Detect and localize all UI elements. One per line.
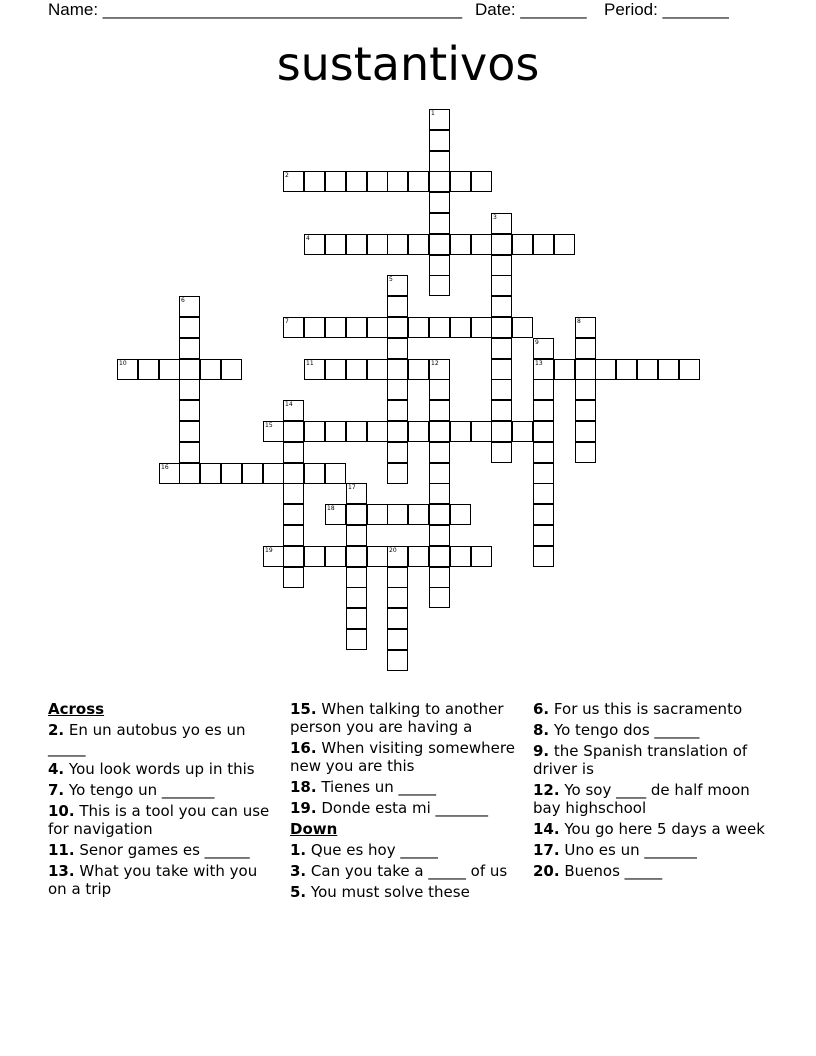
grid-cell[interactable] (387, 587, 408, 608)
grid-cell[interactable] (491, 275, 512, 296)
grid-cell[interactable] (429, 483, 450, 504)
grid-cell[interactable] (387, 463, 408, 484)
grid-cell[interactable] (491, 442, 512, 463)
across-heading: Across (48, 700, 105, 718)
grid-cell[interactable] (429, 504, 450, 525)
cell-number: 11 (306, 360, 314, 367)
grid-cell[interactable] (429, 442, 450, 463)
grid-cell[interactable] (283, 504, 304, 525)
grid-cell[interactable] (304, 171, 325, 192)
grid-cell[interactable] (429, 171, 450, 192)
grid-cell[interactable] (512, 421, 533, 442)
grid-cell[interactable] (554, 359, 575, 380)
grid-cell[interactable] (408, 359, 429, 380)
grid-cell[interactable] (595, 359, 616, 380)
grid-cell[interactable] (429, 546, 450, 567)
grid-cell[interactable] (429, 421, 450, 442)
grid-cell[interactable] (429, 213, 450, 234)
grid-cell[interactable] (408, 546, 429, 567)
cell-number: 5 (389, 276, 393, 283)
clue-down-20: 20. Buenos _____ (533, 862, 663, 880)
grid-cell[interactable] (346, 525, 367, 546)
clue-across-13: 13. What you take with you on a trip (48, 862, 258, 898)
grid-cell[interactable] (304, 546, 325, 567)
grid-cell[interactable] (179, 400, 200, 421)
page-title: sustantivos (276, 37, 540, 91)
grid-cell[interactable] (533, 421, 554, 442)
clue-across-7: 7. Yo tengo un _______ (48, 781, 215, 799)
grid-cell[interactable] (491, 213, 512, 234)
grid-cell[interactable] (429, 567, 450, 588)
grid-cell[interactable] (387, 275, 408, 296)
clue-down-6: 6. For us this is sacramento (533, 700, 743, 718)
grid-cell[interactable] (159, 359, 180, 380)
grid-cell[interactable] (429, 317, 450, 338)
grid-cell[interactable] (325, 317, 346, 338)
grid-cell[interactable] (138, 359, 159, 380)
cell-number: 9 (535, 339, 539, 346)
grid-cell[interactable] (304, 359, 325, 380)
grid-cell[interactable] (429, 463, 450, 484)
grid-cell[interactable] (325, 504, 346, 525)
grid-cell[interactable] (325, 234, 346, 255)
grid-cell[interactable] (512, 234, 533, 255)
grid-cell[interactable] (200, 463, 221, 484)
grid-cell[interactable] (471, 421, 492, 442)
grid-cell[interactable] (387, 359, 408, 380)
grid-cell[interactable] (179, 317, 200, 338)
grid-cell[interactable] (429, 400, 450, 421)
grid-cell[interactable] (575, 379, 596, 400)
grid-cell[interactable] (346, 317, 367, 338)
grid-cell[interactable] (387, 234, 408, 255)
grid-cell[interactable] (408, 504, 429, 525)
grid-cell[interactable] (471, 317, 492, 338)
grid-cell[interactable] (200, 359, 221, 380)
date-field[interactable]: Date: _______ (475, 0, 587, 19)
grid-cell[interactable] (408, 421, 429, 442)
clue-across-18: 18. Tienes un _____ (290, 778, 437, 796)
grid-cell[interactable] (346, 608, 367, 629)
grid-cell[interactable] (533, 338, 554, 359)
grid-cell[interactable] (429, 379, 450, 400)
grid-cell[interactable] (179, 296, 200, 317)
grid-cell[interactable] (387, 608, 408, 629)
cell-number: 8 (577, 318, 581, 325)
grid-cell[interactable] (346, 567, 367, 588)
grid-cell[interactable] (346, 359, 367, 380)
grid-cell[interactable] (387, 338, 408, 359)
grid-cell[interactable] (575, 400, 596, 421)
grid-cell[interactable] (408, 317, 429, 338)
grid-cell[interactable] (159, 463, 180, 484)
grid-cell[interactable] (450, 421, 471, 442)
clue-down-1: 1. Que es hoy _____ (290, 841, 438, 859)
grid-cell[interactable] (179, 463, 200, 484)
grid-cell[interactable] (387, 296, 408, 317)
grid-cell[interactable] (429, 192, 450, 213)
grid-cell[interactable] (533, 359, 554, 380)
grid-cell[interactable] (387, 421, 408, 442)
clue-across-15: 15. When talking to another person you are having a (290, 700, 504, 736)
grid-cell[interactable] (346, 629, 367, 650)
clue-down-12: 12. Yo soy ____ de half moon bay highschool (533, 781, 750, 817)
clues-column-3 (533, 700, 769, 883)
grid-cell[interactable] (429, 525, 450, 546)
grid-cell[interactable] (283, 525, 304, 546)
cell-number: 15 (265, 422, 273, 429)
cell-number: 13 (535, 360, 543, 367)
name-field[interactable]: Name: ______________________________________ (48, 0, 463, 19)
cell-number: 18 (327, 505, 335, 512)
grid-cell[interactable] (429, 234, 450, 255)
grid-cell[interactable] (575, 442, 596, 463)
grid-cell[interactable] (325, 463, 346, 484)
cell-number: 16 (161, 464, 169, 471)
grid-cell[interactable] (491, 379, 512, 400)
grid-cell[interactable] (471, 546, 492, 567)
grid-cell[interactable] (575, 317, 596, 338)
clues-column-1 (48, 700, 276, 901)
cell-number: 10 (119, 360, 127, 367)
clue-across-16: 16. When visiting somewhere new you are this (290, 739, 515, 775)
grid-cell[interactable] (242, 463, 263, 484)
grid-cell[interactable] (533, 400, 554, 421)
cell-number: 4 (306, 235, 310, 242)
grid-cell[interactable] (429, 587, 450, 608)
grid-cell[interactable] (429, 359, 450, 380)
cell-number: 7 (285, 318, 289, 325)
grid-cell[interactable] (429, 109, 450, 130)
grid-cell[interactable] (346, 234, 367, 255)
clue-down-5: 5. You must solve these (290, 883, 470, 901)
grid-cell[interactable] (367, 546, 388, 567)
clue-across-11: 11. Senor games es ______ (48, 841, 250, 859)
grid-cell[interactable] (450, 504, 471, 525)
grid-cell[interactable] (491, 317, 512, 338)
grid-cell[interactable] (387, 567, 408, 588)
grid-cell[interactable] (179, 379, 200, 400)
grid-cell[interactable] (387, 317, 408, 338)
grid-cell[interactable] (263, 463, 284, 484)
grid-cell[interactable] (471, 234, 492, 255)
grid-cell[interactable] (679, 359, 700, 380)
grid-cell[interactable] (367, 234, 388, 255)
grid-cell[interactable] (304, 421, 325, 442)
grid-cell[interactable] (429, 275, 450, 296)
down-heading: Down (290, 820, 338, 838)
grid-cell[interactable] (387, 400, 408, 421)
grid-cell[interactable] (512, 317, 533, 338)
grid-cell[interactable] (429, 151, 450, 172)
grid-cell[interactable] (283, 400, 304, 421)
cell-number: 2 (285, 172, 289, 179)
grid-cell[interactable] (346, 171, 367, 192)
grid-cell[interactable] (533, 234, 554, 255)
grid-cell[interactable] (346, 546, 367, 567)
clue-down-17: 17. Uno es un _______ (533, 841, 697, 859)
cell-number: 12 (431, 360, 439, 367)
cell-number: 19 (265, 547, 273, 554)
grid-cell[interactable] (346, 483, 367, 504)
grid-cell[interactable] (429, 255, 450, 276)
grid-cell[interactable] (450, 171, 471, 192)
grid-cell[interactable] (491, 400, 512, 421)
grid-cell[interactable] (221, 359, 242, 380)
grid-cell[interactable] (387, 650, 408, 671)
clues-column-2 (290, 700, 526, 904)
grid-cell[interactable] (533, 546, 554, 567)
clue-across-10: 10. This is a tool you can use for navigation (48, 802, 270, 838)
clue-down-14: 14. You go here 5 days a week (533, 820, 765, 838)
grid-cell[interactable] (408, 234, 429, 255)
grid-cell[interactable] (346, 504, 367, 525)
grid-cell[interactable] (283, 483, 304, 504)
grid-cell[interactable] (367, 359, 388, 380)
cell-number: 14 (285, 401, 293, 408)
grid-cell[interactable] (491, 234, 512, 255)
clue-down-8: 8. Yo tengo dos ______ (533, 721, 700, 739)
grid-cell[interactable] (367, 504, 388, 525)
grid-cell[interactable] (221, 463, 242, 484)
grid-cell[interactable] (491, 421, 512, 442)
grid-cell[interactable] (179, 421, 200, 442)
grid-cell[interactable] (283, 463, 304, 484)
grid-cell[interactable] (387, 504, 408, 525)
grid-cell[interactable] (533, 525, 554, 546)
grid-cell[interactable] (367, 421, 388, 442)
period-field[interactable]: Period: _______ (604, 0, 729, 19)
clue-across-4: 4. You look words up in this (48, 760, 255, 778)
grid-cell[interactable] (325, 421, 346, 442)
grid-cell[interactable] (450, 234, 471, 255)
grid-cell[interactable] (346, 587, 367, 608)
grid-cell[interactable] (491, 338, 512, 359)
grid-cell[interactable] (346, 421, 367, 442)
cell-number: 1 (431, 110, 435, 117)
grid-cell[interactable] (450, 546, 471, 567)
grid-cell[interactable] (575, 338, 596, 359)
clue-down-9: 9. the Spanish translation of driver is (533, 742, 748, 778)
grid-cell[interactable] (283, 421, 304, 442)
grid-cell[interactable] (179, 359, 200, 380)
grid-cell[interactable] (429, 130, 450, 151)
clue-across-2: 2. En un autobus yo es un _____ (48, 721, 246, 757)
grid-cell[interactable] (533, 483, 554, 504)
grid-cell[interactable] (283, 546, 304, 567)
grid-cell[interactable] (387, 379, 408, 400)
grid-cell[interactable] (637, 359, 658, 380)
clue-down-3: 3. Can you take a _____ of us (290, 862, 508, 880)
grid-cell[interactable] (471, 171, 492, 192)
grid-cell[interactable] (179, 442, 200, 463)
grid-cell[interactable] (304, 317, 325, 338)
grid-cell[interactable] (263, 546, 284, 567)
grid-cell[interactable] (325, 171, 346, 192)
cell-number: 6 (181, 297, 185, 304)
grid-cell[interactable] (283, 442, 304, 463)
grid-cell[interactable] (283, 171, 304, 192)
grid-cell[interactable] (491, 359, 512, 380)
grid-cell[interactable] (304, 234, 325, 255)
cell-number: 17 (348, 484, 356, 491)
grid-cell[interactable] (533, 504, 554, 525)
grid-cell[interactable] (616, 359, 637, 380)
grid-cell[interactable] (283, 317, 304, 338)
grid-cell[interactable] (325, 546, 346, 567)
cell-number: 20 (389, 547, 397, 554)
grid-cell[interactable] (367, 317, 388, 338)
grid-cell[interactable] (283, 567, 304, 588)
grid-cell[interactable] (575, 359, 596, 380)
grid-cell[interactable] (387, 171, 408, 192)
grid-cell[interactable] (387, 442, 408, 463)
grid-cell[interactable] (575, 421, 596, 442)
grid-cell[interactable] (304, 463, 325, 484)
grid-cell[interactable] (387, 629, 408, 650)
grid-cell[interactable] (533, 463, 554, 484)
grid-cell[interactable] (491, 255, 512, 276)
grid-cell[interactable] (533, 379, 554, 400)
grid-cell[interactable] (491, 296, 512, 317)
grid-cell[interactable] (117, 359, 138, 380)
grid-cell[interactable] (387, 546, 408, 567)
grid-cell[interactable] (658, 359, 679, 380)
grid-cell[interactable] (533, 442, 554, 463)
grid-cell[interactable] (325, 359, 346, 380)
grid-cell[interactable] (367, 171, 388, 192)
grid-cell[interactable] (263, 421, 284, 442)
grid-cell[interactable] (408, 171, 429, 192)
clue-across-19: 19. Donde esta mi _______ (290, 799, 489, 817)
cell-number: 3 (493, 214, 497, 221)
grid-cell[interactable] (450, 317, 471, 338)
grid-cell[interactable] (179, 338, 200, 359)
grid-cell[interactable] (554, 234, 575, 255)
